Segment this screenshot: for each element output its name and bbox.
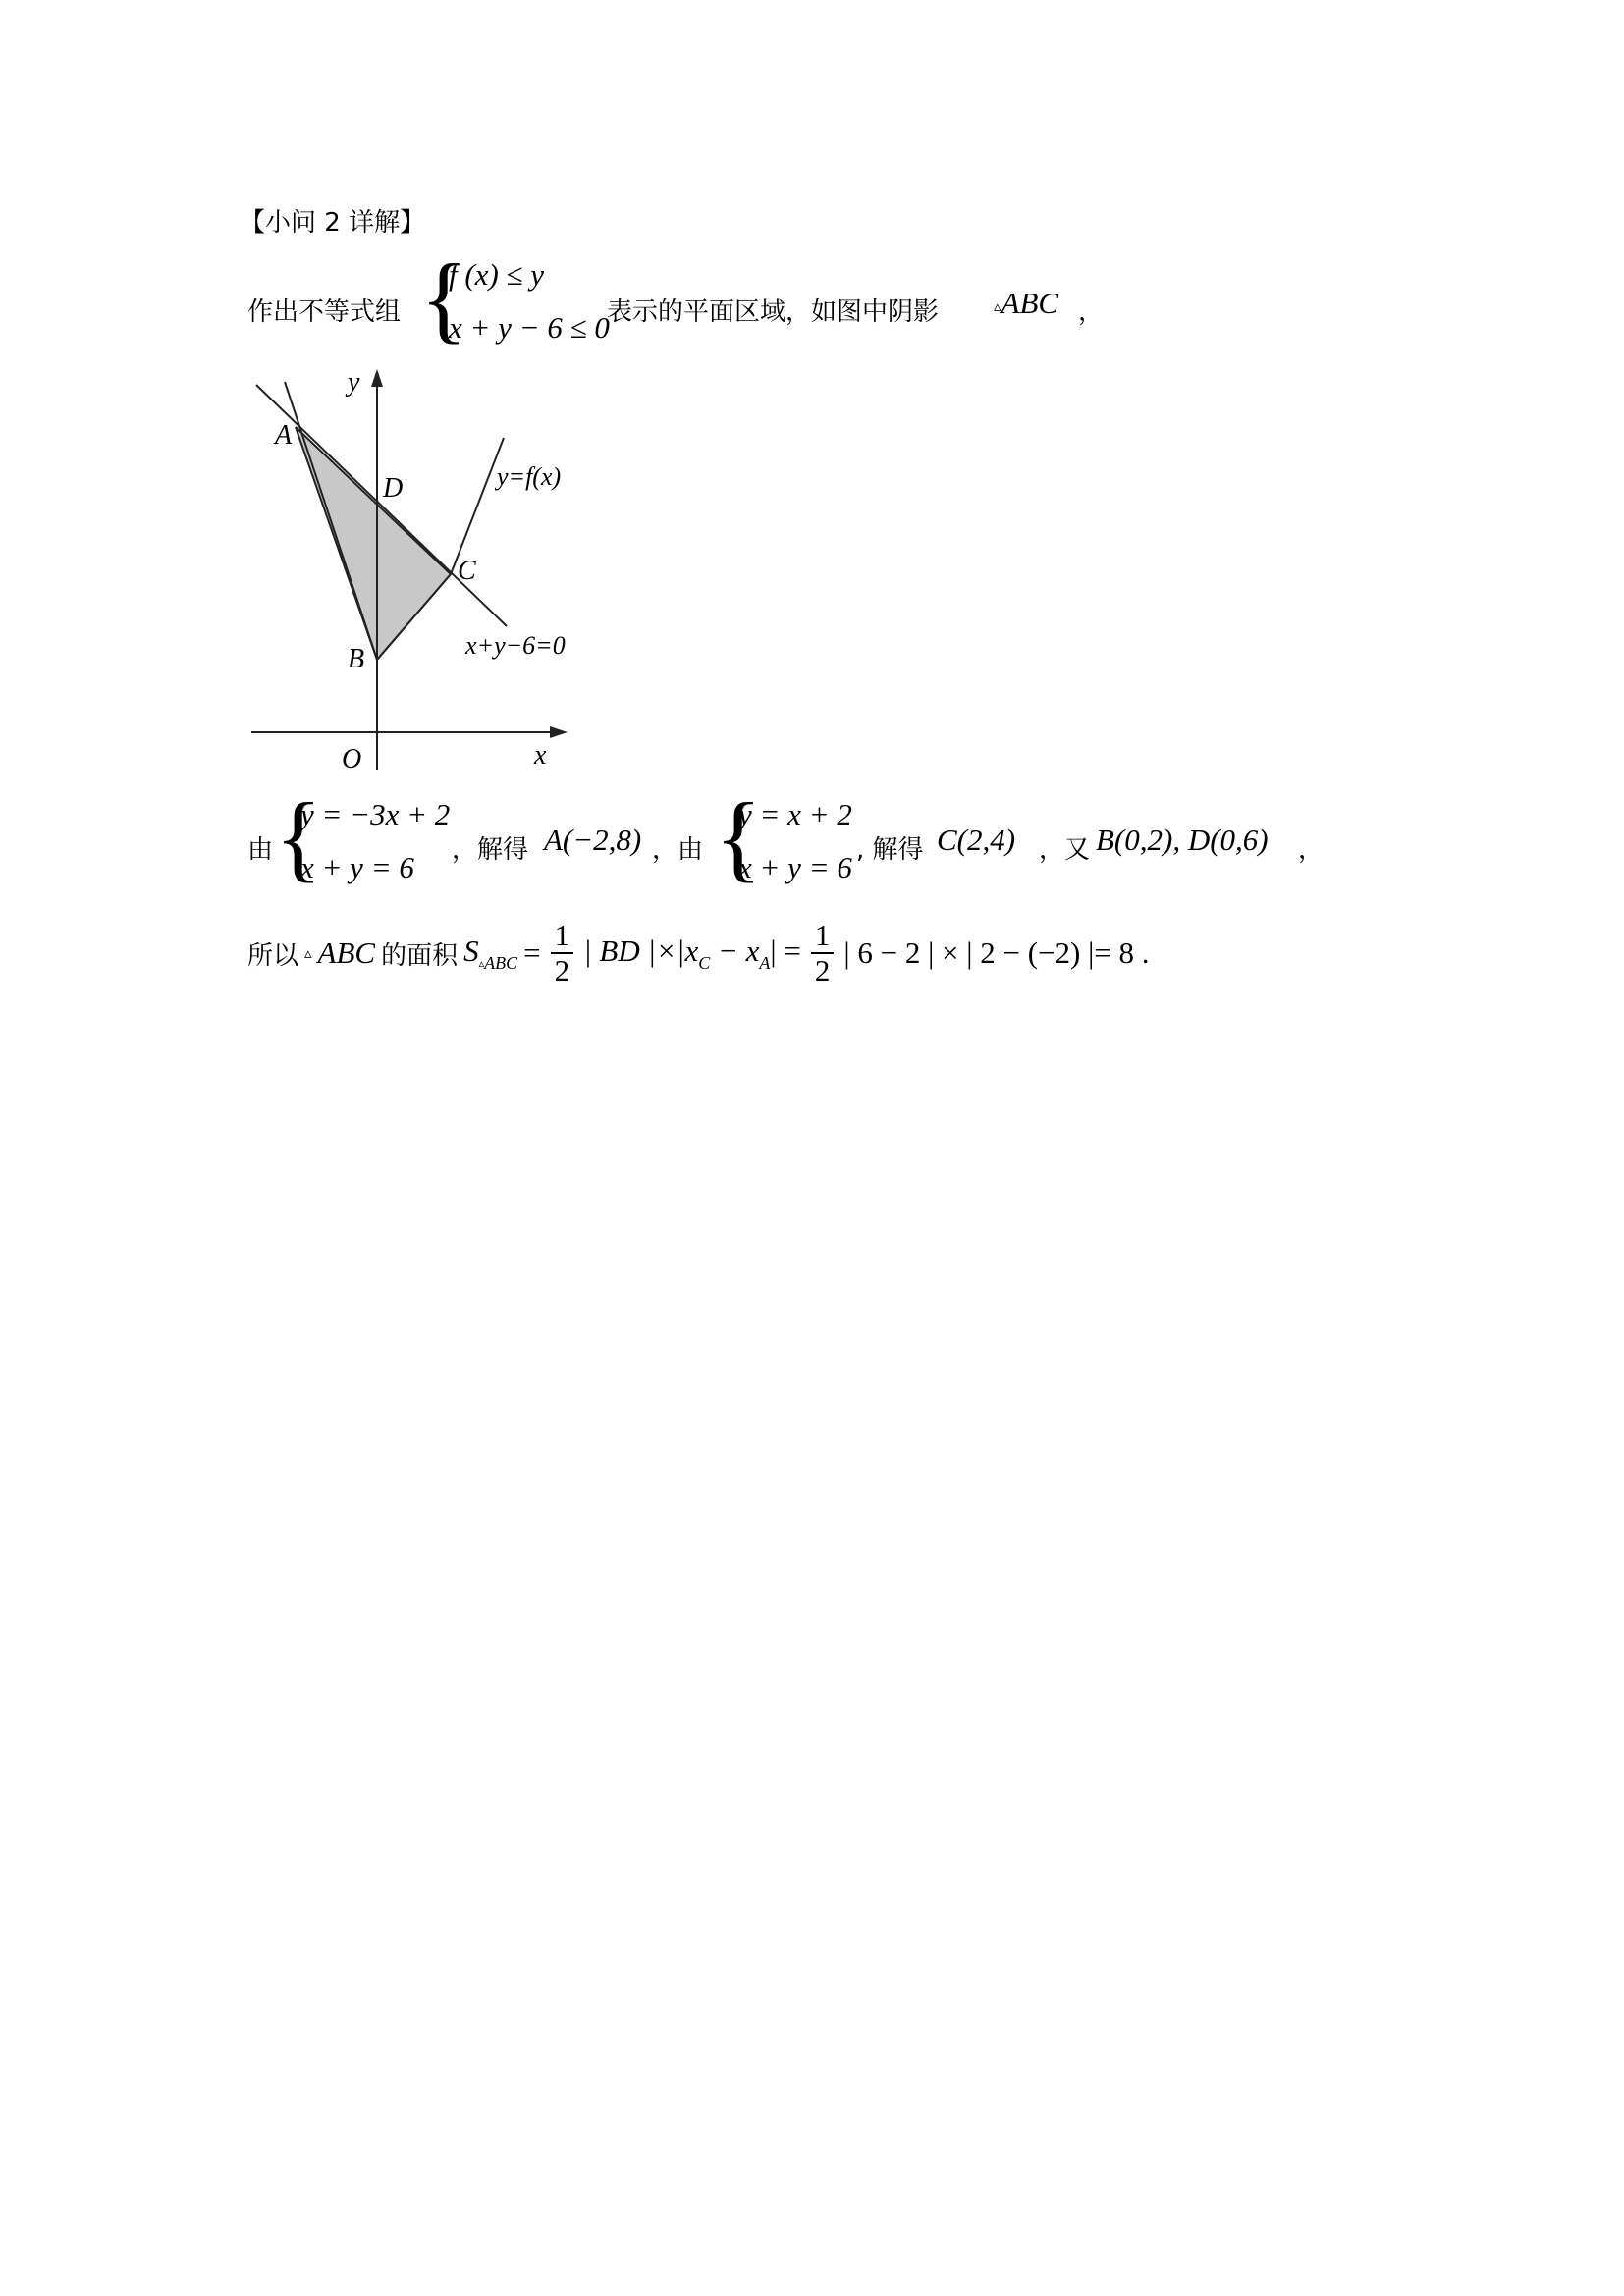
point-c-coords: C(2,4) [937, 823, 1016, 857]
label-point-a: A [275, 420, 293, 451]
fraction-half-2 [811, 919, 835, 988]
curve-right-upper [451, 438, 504, 574]
area-symbol [463, 934, 517, 974]
fraction-den-2: 2 [814, 953, 831, 988]
formula-part1-text: | BD |×|x [583, 933, 699, 968]
line2-end: ， [1298, 835, 1325, 865]
system2-row-2: x + y = 6 [300, 850, 414, 884]
line1-middle: 表示的平面区域，如图中阴影 [607, 297, 940, 327]
point-a-coords: A(−2,8) [544, 823, 642, 857]
triangle-name-2: ABC [317, 935, 376, 971]
section-heading: 【小问 2 详解】 [240, 208, 426, 238]
system-brace-1: { [420, 243, 467, 352]
label-point-b: B [348, 644, 365, 674]
fraction-den-1: 2 [554, 953, 570, 988]
system-brace-2: { [275, 782, 322, 891]
fraction-num-1: 1 [551, 919, 574, 954]
area-word: 的面积 [381, 940, 459, 971]
equals-1: = [523, 935, 541, 971]
fraction-num-2: 1 [811, 919, 835, 954]
shaded-triangle-abc [296, 427, 451, 660]
label-curve: y=f(x) [497, 462, 562, 491]
system2-row-1: y = −3x + 2 [300, 797, 451, 831]
points-b-d-coords: B(0,2), D(0,6) [1096, 823, 1269, 857]
formula-part2: | 6 − 2 | × | 2 − (−2) |= 8 . [843, 935, 1150, 971]
line1-triangle-expr [994, 286, 1058, 321]
area-sub: ▵ABC [478, 952, 518, 973]
line2-you2: ，由 [652, 835, 704, 865]
region-figure [240, 365, 593, 777]
label-y-axis: y [348, 367, 360, 398]
line2-also: ，又 [1039, 835, 1091, 865]
system-brace-3: { [715, 782, 762, 891]
area-formula-line [247, 919, 1150, 988]
line1-end: ， [1078, 297, 1105, 327]
triangle-symbol-2: ▵ [304, 944, 312, 963]
xc-sub: C [698, 952, 711, 973]
line2-solve2: , 解得 [856, 835, 924, 865]
system-row-2: x + y − 6 ≤ 0 [449, 310, 610, 345]
label-line: x+y−6=0 [465, 631, 566, 660]
triangle-symbol: ▵ [994, 297, 1001, 315]
system3-row-2: x + y = 6 [738, 850, 852, 884]
area-s: S [463, 933, 479, 968]
system-row-1: f (x) ≤ y [449, 257, 545, 292]
xa-sub: A [759, 952, 771, 973]
line1-prefix: 作出不等式组 [247, 297, 402, 327]
system3-row-1: y = x + 2 [738, 797, 852, 831]
line2-you1: 由 [247, 835, 274, 865]
y-axis-arrow [371, 369, 383, 387]
line3-prefix: 所以 [247, 940, 299, 971]
triangle-name: ABC [1001, 286, 1059, 320]
x-axis-arrow [550, 726, 568, 738]
fraction-half-1 [551, 919, 574, 988]
label-point-d: D [383, 473, 404, 504]
line2-solve1: ，解得 [452, 835, 529, 865]
formula-part1-end: | = [770, 933, 801, 968]
area-sub-text: ABC [484, 952, 518, 973]
label-x-axis: x [534, 740, 547, 771]
label-origin: O [342, 744, 362, 774]
minus-xa: − x [710, 933, 760, 968]
formula-part1 [583, 934, 801, 974]
label-point-c: C [458, 556, 476, 586]
